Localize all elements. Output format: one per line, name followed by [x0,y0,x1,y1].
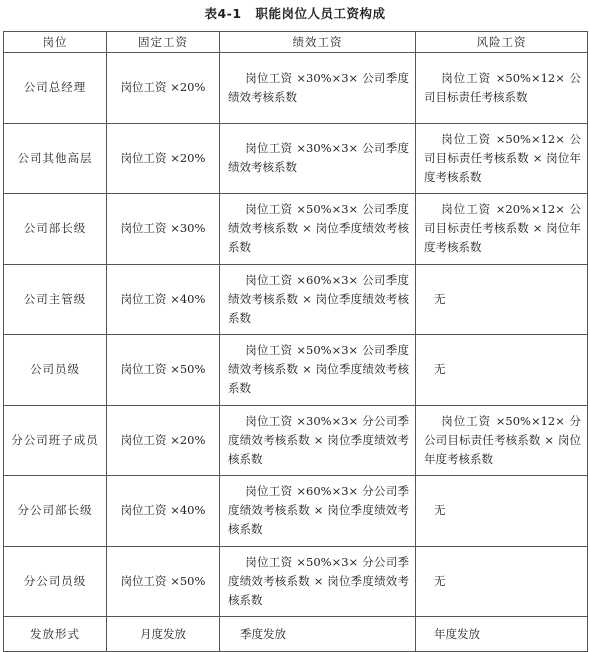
fixed-salary-cell: 岗位工资 ×40% [107,476,220,547]
performance-salary-cell [220,405,416,476]
performance-salary-text: 岗位工资 ×30%×3× 公司季度绩效考核系数 [228,141,409,175]
fixed-salary-cell: 岗位工资 ×20% [107,405,220,476]
post-cell: 公司部长级 [4,194,107,265]
risk-salary-text: 岗位工资 ×20%×12× 公司目标责任考核系数 × 岗位年度考核系数 [424,202,581,255]
fixed-salary-cell: 岗位工资 ×30% [107,194,220,265]
fixed-salary-cell: 岗位工资 ×20% [107,123,220,194]
risk-salary-cell: 无 [416,264,588,335]
table-row [4,123,588,194]
performance-salary-cell [220,123,416,194]
post-cell: 公司其他高层 [4,123,107,194]
table-row [4,335,588,406]
header-fixed-salary: 固定工资 [107,32,220,53]
performance-salary-text: 岗位工资 ×60%×3× 公司季度绩效考核系数 × 岗位季度绩效考核系数 [228,272,409,325]
table-title: 职能岗位人员工资构成 [255,6,386,21]
fixed-salary-cell: 岗位工资 ×50% [107,335,220,406]
table-caption [0,4,590,22]
salary-table [3,31,588,652]
post-cell: 公司员级 [4,335,107,406]
risk-salary-cell [416,123,588,194]
risk-salary-cell [416,405,588,476]
header-performance-salary: 绩效工资 [220,32,416,53]
performance-salary-text: 岗位工资 ×50%×3× 公司季度绩效考核系数 × 岗位季度绩效考核系数 [228,343,409,396]
risk-salary-text: 岗位工资 ×50%×12× 公司目标责任考核系数 [424,70,581,104]
performance-salary-cell [220,476,416,547]
performance-salary-payment: 季度发放 [220,617,416,652]
table-row [4,194,588,265]
fixed-salary-cell: 岗位工资 ×20% [107,53,220,124]
risk-salary-text: 岗位工资 ×50%×12× 公司目标责任考核系数 × 岗位年度考核系数 [424,131,581,184]
payment-form-row [4,617,588,652]
performance-salary-cell [220,194,416,265]
table-number: 表4-1 [204,6,242,21]
payment-form-label: 发放形式 [4,617,107,652]
risk-salary-cell [416,194,588,265]
performance-salary-text: 岗位工资 ×30%×3× 分公司季度绩效考核系数 × 岗位季度绩效考核系数 [228,413,409,466]
table-row [4,546,588,617]
fixed-salary-cell: 岗位工资 ×40% [107,264,220,335]
risk-salary-text: 岗位工资 ×50%×12× 分公司目标责任考核系数 × 岗位年度考核系数 [424,413,581,466]
performance-salary-cell [220,335,416,406]
table-row [4,264,588,335]
table-row [4,476,588,547]
risk-salary-cell: 无 [416,476,588,547]
performance-salary-text: 岗位工资 ×60%×3× 分公司季度绩效考核系数 × 岗位季度绩效考核系数 [228,484,409,537]
risk-salary-cell: 无 [416,335,588,406]
table-row [4,53,588,124]
risk-salary-cell [416,53,588,124]
risk-salary-cell: 无 [416,546,588,617]
post-cell: 公司总经理 [4,53,107,124]
post-cell: 分公司员级 [4,546,107,617]
post-cell: 公司主管级 [4,264,107,335]
performance-salary-text: 岗位工资 ×50%×3× 分公司季度绩效考核系数 × 岗位季度绩效考核系数 [228,554,409,607]
performance-salary-text: 岗位工资 ×30%×3× 公司季度绩效考核系数 [228,70,409,104]
fixed-salary-payment: 月度发放 [107,617,220,652]
performance-salary-cell [220,53,416,124]
post-cell: 分公司班子成员 [4,405,107,476]
fixed-salary-cell: 岗位工资 ×50% [107,546,220,617]
header-post: 岗位 [4,32,107,53]
header-risk-salary: 风险工资 [416,32,588,53]
post-cell: 分公司部长级 [4,476,107,547]
performance-salary-text: 岗位工资 ×50%×3× 公司季度绩效考核系数 × 岗位季度绩效考核系数 [228,202,409,255]
table-row [4,405,588,476]
performance-salary-cell [220,546,416,617]
performance-salary-cell [220,264,416,335]
header-row [4,32,588,53]
risk-salary-payment: 年度发放 [416,617,588,652]
